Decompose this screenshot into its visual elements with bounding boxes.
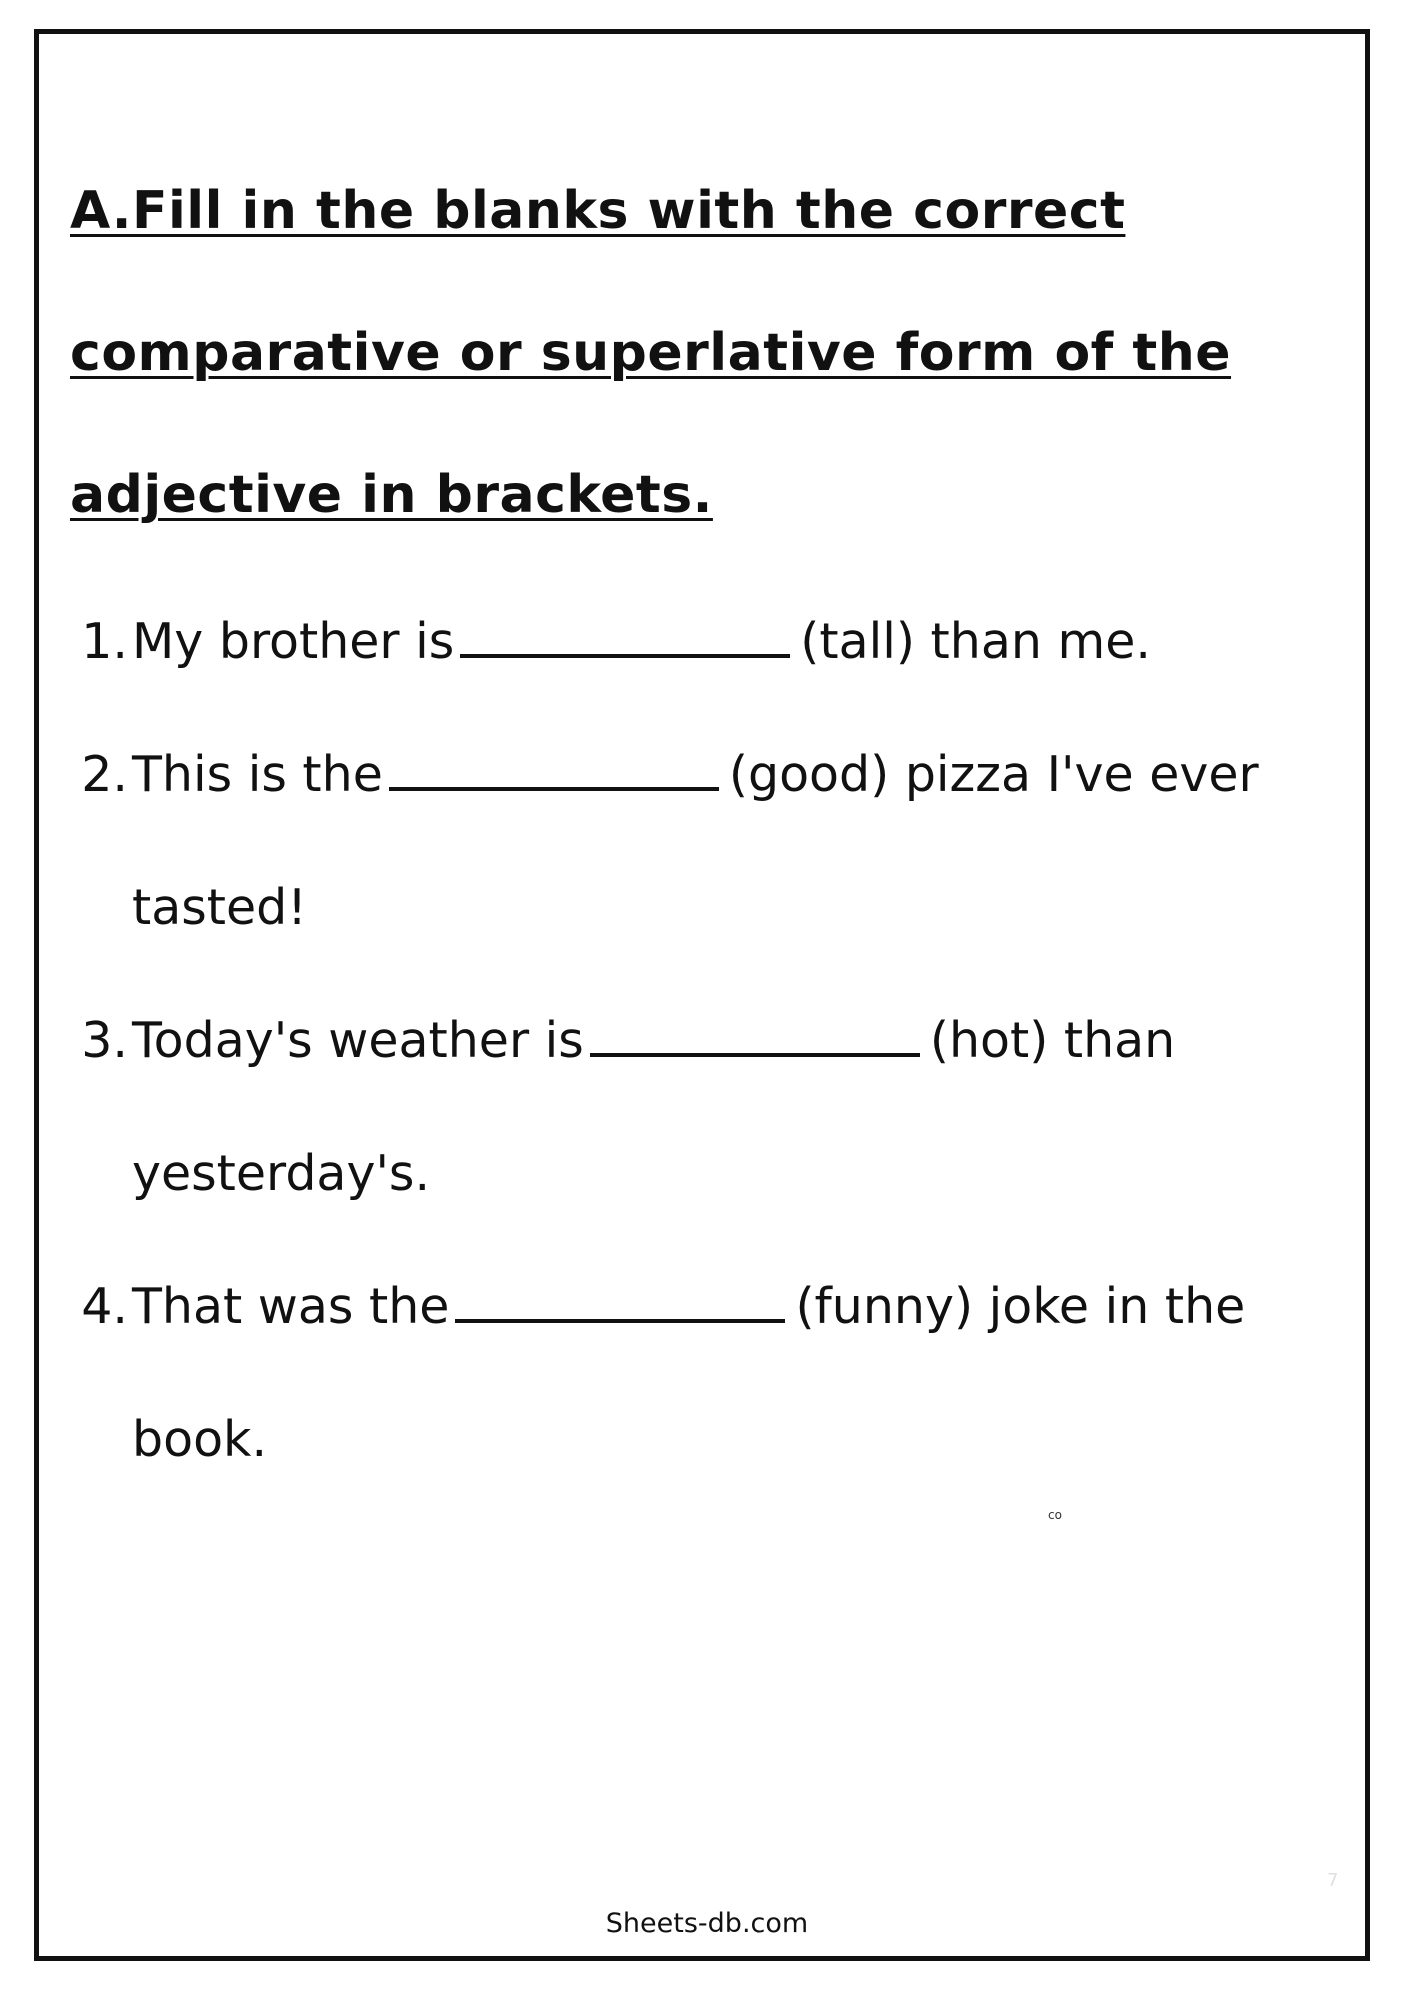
question-text <box>132 575 1330 708</box>
question-after: (hot) than <box>929 1012 1176 1069</box>
question-before: That was the <box>132 1278 450 1335</box>
question-after: (funny) joke in the <box>795 1278 1246 1335</box>
question-text <box>132 708 1330 974</box>
question-before: This is the <box>132 746 383 803</box>
question-before: Today's weather is <box>132 1012 584 1069</box>
question-text <box>132 1240 1330 1506</box>
question-continuation: tasted! <box>132 879 307 936</box>
tiny-mark: co <box>1048 1508 1062 1522</box>
question-continuation: book. <box>132 1411 268 1468</box>
question-number: 2. <box>81 746 128 803</box>
question-3 <box>70 974 1330 1240</box>
instruction-line-2: comparative or superlative form of the <box>70 323 1232 383</box>
question-2 <box>70 708 1330 974</box>
question-line <box>132 974 1330 1107</box>
question-line <box>132 1240 1330 1373</box>
question-line <box>132 708 1330 841</box>
answer-blank[interactable] <box>455 1313 785 1323</box>
instruction-line-1: A.Fill in the blanks with the correct <box>70 181 1126 241</box>
answer-blank[interactable] <box>389 781 719 791</box>
question-list <box>70 575 1330 1506</box>
answer-blank[interactable] <box>460 648 790 658</box>
question-number: 1. <box>81 613 128 670</box>
question-1 <box>70 575 1330 708</box>
question-after: (good) pizza I've ever <box>728 746 1259 803</box>
footer-site-name: Sheets-db.com <box>605 1908 809 1939</box>
question-number: 4. <box>81 1278 128 1335</box>
question-4 <box>70 1240 1330 1506</box>
page-number: 7 <box>1327 1870 1339 1891</box>
question-before: My brother is <box>132 613 455 670</box>
instruction-heading <box>70 140 1320 566</box>
question-continuation: yesterday's. <box>132 1145 431 1202</box>
answer-blank[interactable] <box>590 1047 920 1057</box>
question-line <box>132 575 1330 708</box>
instruction-line-3: adjective in brackets. <box>70 465 713 525</box>
question-after: (tall) than me. <box>800 613 1151 670</box>
question-text <box>132 974 1330 1240</box>
question-number: 3. <box>81 1012 128 1069</box>
